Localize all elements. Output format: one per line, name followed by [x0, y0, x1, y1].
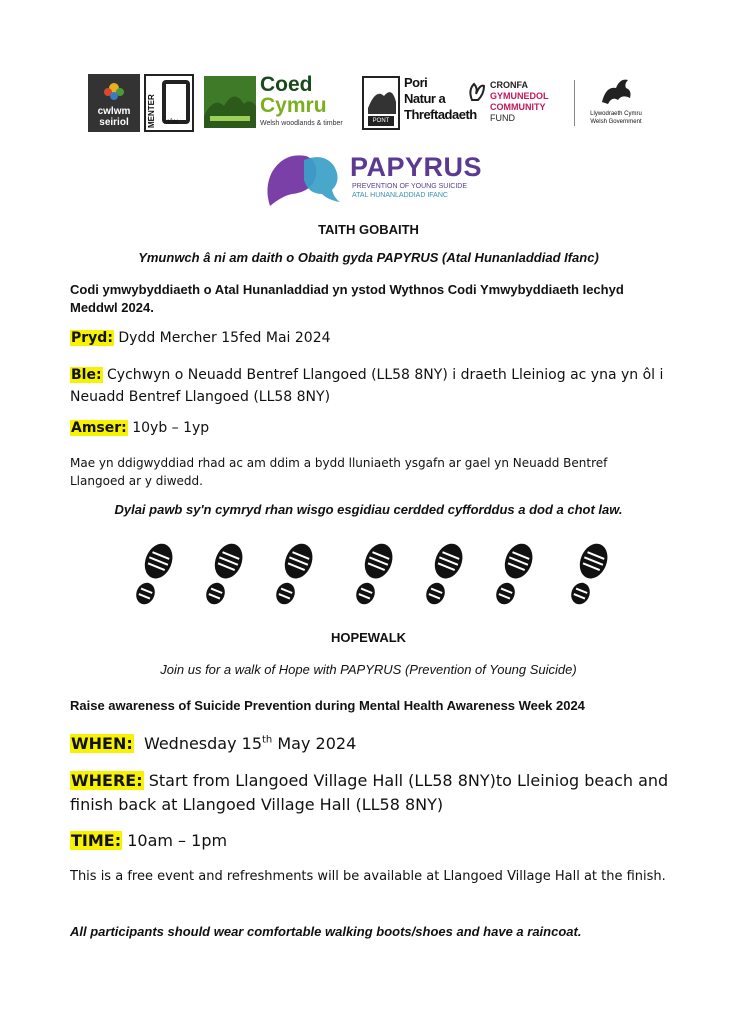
english-time: [70, 831, 690, 850]
welsh-time: [70, 420, 670, 436]
welsh-government-logo: [584, 74, 648, 132]
english-when-value-pre: Wednesday 15: [143, 734, 263, 753]
crossed-fingers-icon: [466, 80, 488, 102]
welsh-when-label: Pryd:: [71, 330, 113, 346]
welsh-gov-line2: Welsh Government: [590, 119, 642, 125]
footprint-icon: [565, 540, 611, 610]
papyrus-sub2: ATAL HUNANLADDIAD IFANC: [352, 192, 448, 199]
english-when-value-post: May 2024: [272, 734, 357, 753]
pori-badge: PONT: [368, 116, 394, 126]
cwlwm-line2: seiriol: [99, 117, 129, 128]
welsh-title: TAITH GOBAITH: [318, 222, 419, 237]
english-time-value: 10am – 1pm: [127, 831, 228, 850]
cwlwm-line1: cwlwm: [97, 106, 131, 117]
welsh-when: [70, 330, 670, 346]
welsh-awareness: Codi ymwybyddiaeth o Atal Hunanladdiad yn ystod Wythnos Codi Ymwybyddiaeth Iechyd Meddwl 2024.: [70, 282, 624, 315]
coed-cymru-logo: [204, 74, 354, 132]
english-when-label: WHEN:: [71, 734, 133, 753]
english-info: This is a free event and refreshments will be available at Llangoed Village Hall at the finish.: [70, 869, 666, 884]
welsh-subtitle: Ymunwch â ni am daith o Obaith gyda PAPYRUS (Atal Hunanladdiad Ifanc): [138, 250, 599, 265]
papyrus-sub1: PREVENTION OF YOUNG SUICIDE: [352, 183, 467, 190]
dragon-icon: [598, 74, 634, 108]
cronfa-line3: COMMUNITY: [490, 102, 546, 112]
welsh-where-value: Cychwyn o Neuadd Bentref Llangoed (LL58 8NY) i draeth Lleiniog ac yna yn ôl i Neuadd Bentref Llangoed (LL58 8NY): [70, 367, 664, 405]
english-where-value: Start from Llangoed Village Hall (LL58 8NY)to Lleiniog beach and finish back at Llangoed Village Hall (LL58 8NY): [70, 771, 669, 814]
speech-bubbles-icon: [262, 148, 346, 210]
trees-icon: [204, 76, 256, 128]
cronfa-line2: GYMUNEDOL: [490, 91, 549, 101]
english-title: HOPEWALK: [330, 630, 407, 645]
menter-sub: MÔN: [164, 120, 178, 126]
welsh-gov-line1: Llywodraeth Cymru: [590, 111, 642, 117]
coed-line1: Coed: [260, 73, 313, 96]
pori-line1: Pori: [404, 75, 428, 90]
sponsor-logos: [88, 74, 648, 134]
cwlwm-seiriol-logo: [88, 74, 140, 132]
cronfa-line1: CRONFA: [490, 80, 528, 90]
menter-mon-logo: [144, 74, 194, 132]
welsh-note: Dylai pawb sy'n cymryd rhan wisgo esgidiau cerdded cyfforddus a dod a chot law.: [114, 502, 623, 517]
pori-line2: Natur a: [404, 91, 446, 106]
english-when: [70, 734, 690, 753]
english-where: [70, 769, 680, 817]
logo-divider: [574, 80, 575, 126]
coed-line2: Cymru: [260, 94, 327, 117]
welsh-time-label: Amser:: [71, 420, 127, 436]
english-where-label: WHERE:: [71, 771, 143, 790]
welsh-where-label: Ble:: [71, 367, 102, 383]
welsh-time-value: 10yb – 1yp: [132, 420, 210, 436]
community-fund-logo: [466, 74, 570, 132]
footprint-icon: [200, 540, 246, 610]
footprint-icon: [350, 540, 396, 610]
papyrus-name: PAPYRUS: [350, 152, 483, 182]
welsh-when-value: Dydd Mercher 15fed Mai 2024: [118, 330, 331, 346]
pori-natur-logo: [362, 74, 477, 132]
english-when-value-sup: th: [262, 734, 273, 746]
footprint-icon: [130, 540, 176, 610]
welsh-where: [70, 364, 670, 408]
english-note: All participants should wear comfortable walking boots/shoes and have a raincoat.: [70, 924, 582, 939]
english-awareness: Raise awareness of Suicide Prevention during Mental Health Awareness Week 2024: [70, 698, 585, 713]
english-time-label: TIME:: [71, 831, 122, 850]
footprint-icon: [490, 540, 536, 610]
welsh-info: Mae yn ddigwyddiad rhad ac am ddim a bydd lluniaeth ysgafn ar gael yn Neuadd Bentref Llangoed ar y diwedd.: [70, 456, 608, 488]
footprint-icon: [270, 540, 316, 610]
footprint-icon: [420, 540, 466, 610]
papyrus-logo: [262, 148, 482, 210]
pori-line3: Threftadaeth: [404, 107, 477, 122]
menter-text: MENTER: [147, 94, 156, 128]
coed-tagline: Welsh woodlands & timber: [260, 120, 343, 127]
cronfa-line4: FUND: [490, 113, 515, 123]
english-subtitle: Join us for a walk of Hope with PAPYRUS (Prevention of Young Suicide): [160, 662, 577, 677]
